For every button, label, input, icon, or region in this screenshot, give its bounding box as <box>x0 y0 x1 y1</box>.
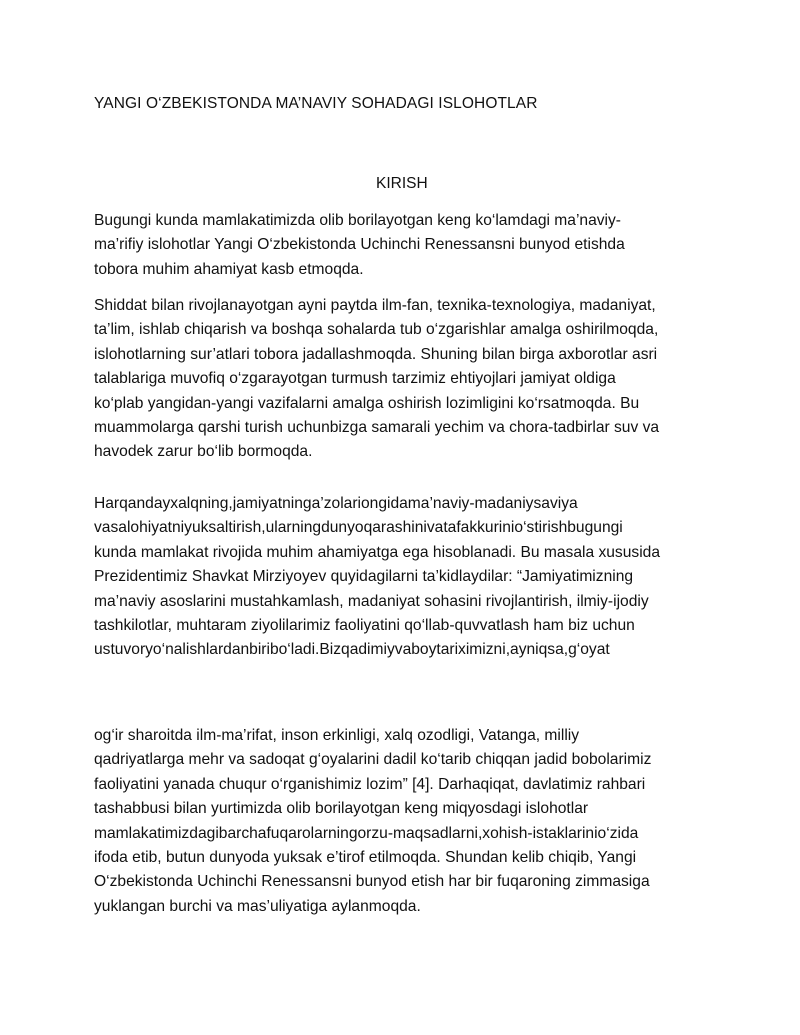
paragraph-line: havodek zarur bo‘lib bormoqda. <box>94 443 313 461</box>
paragraph-2 <box>94 294 714 465</box>
paragraph-line: ma’rifiy islohotlar Yangi O‘zbekistonda Uchinchi Renessansni bunyod etishda <box>94 236 625 254</box>
paragraph-line: islohotlarning sur’atlari tobora jadallashmoqda. Shuning bilan birga axborotlar asri <box>94 345 658 363</box>
paragraph-line: ma’naviy asoslarini mustahkamlash, madaniyat sohasini rivojlantirish, ilmiy-ijodiy <box>94 592 649 610</box>
paragraph-line: kunda mamlakat rivojida muhim ahamiyatga ega hisoblanadi. Bu masala xususida <box>94 543 661 561</box>
section-heading: KIRISH <box>376 175 428 192</box>
paragraph-line: tobora muhim ahamiyat kasb etmoqda. <box>94 260 364 278</box>
paragraph-line: mamlakatimizdagibarchafuqarolarningorzu-maqsadlarni,xohish-istaklarinio‘zida <box>94 824 639 842</box>
paragraph-4 <box>94 724 714 919</box>
paragraph-3 <box>94 492 714 663</box>
document-title: YANGI O‘ZBEKISTONDA MA’NAVIY SOHADAGI ISLOHOTLAR <box>94 95 538 112</box>
paragraph-line: tashkilotlar, muhtaram ziyolilarimiz faoliyatini qo‘llab-quvvatlash ham biz uchun <box>94 617 635 635</box>
paragraph-line: vasalohiyatniyuksaltirish,ularningdunyoqarashinivatafakkurinio‘stirishbugungi <box>94 519 623 537</box>
paragraph-line: qadriyatlarga mehr va sadoqat g‘oyalarini dadil ko‘tarib chiqqan jadid bobolarimiz <box>94 751 652 769</box>
paragraph-line: talablariga muvofiq o‘zgarayotgan turmush tarzimiz ehtiyojlari jamiyat oldiga <box>94 370 616 388</box>
paragraph-line: muammolarga qarshi turish uchunbizga samarali yechim va chora-tadbirlar suv va <box>94 419 660 437</box>
paragraph-line: ustuvoryo‘nalishlardanbiribo‘ladi.Bizqadimiyvaboytariximizni,ayniqsa,g‘oyat <box>94 641 610 659</box>
paragraph-line: Prezidentimiz Shavkat Mirziyoyev quyidagilarni ta’kidlaydilar: “Jamiyatimizning <box>94 568 634 586</box>
paragraph-line: faoliyatini yanada chuqur o‘rganishimiz lozim” [4]. Darhaqiqat, davlatimiz rahbari <box>94 775 646 793</box>
paragraph-line: og‘ir sharoitda ilm-ma’rifat, inson erkinligi, xalq ozodligi, Vatanga, milliy <box>94 727 580 744</box>
paragraph-line: Shiddat bilan rivojlanayotgan ayni paytda ilm-fan, texnika-texnologiya, madaniyat, <box>94 297 656 314</box>
paragraph-line: Harqandayxalqning,jamiyatninga’zolariongidama’naviy-madaniysaviya <box>94 495 578 512</box>
paragraph-line: ta’lim, ishlab chiqarish va boshqa sohalarda tub o‘zgarishlar amalga oshirilmoqda, <box>94 321 659 339</box>
paragraph-line: yuklangan burchi va mas’uliyatiga aylanmoqda. <box>94 897 421 915</box>
paragraph-line: O‘zbekistonda Uchinchi Renessansni bunyod etish har bir fuqaroning zimmasiga <box>94 873 650 891</box>
paragraph-line: tashabbusi bilan yurtimizda olib borilayotgan keng miqyosdagi islohotlar <box>94 800 589 818</box>
paragraph-1 <box>94 209 714 282</box>
paragraph-line: ifoda etib, butun dunyoda yuksak e’tirof etilmoqda. Shundan kelib chiqib, Yangi <box>94 849 637 867</box>
paragraph-line: Bugungi kunda mamlakatimizda olib borilayotgan keng ko‘lamdagi ma’naviy- <box>94 212 622 229</box>
paragraph-line: ko‘plab yangidan-yangi vazifalarni amalga oshirish lozimligini ko‘rsatmoqda. Bu <box>94 394 640 412</box>
